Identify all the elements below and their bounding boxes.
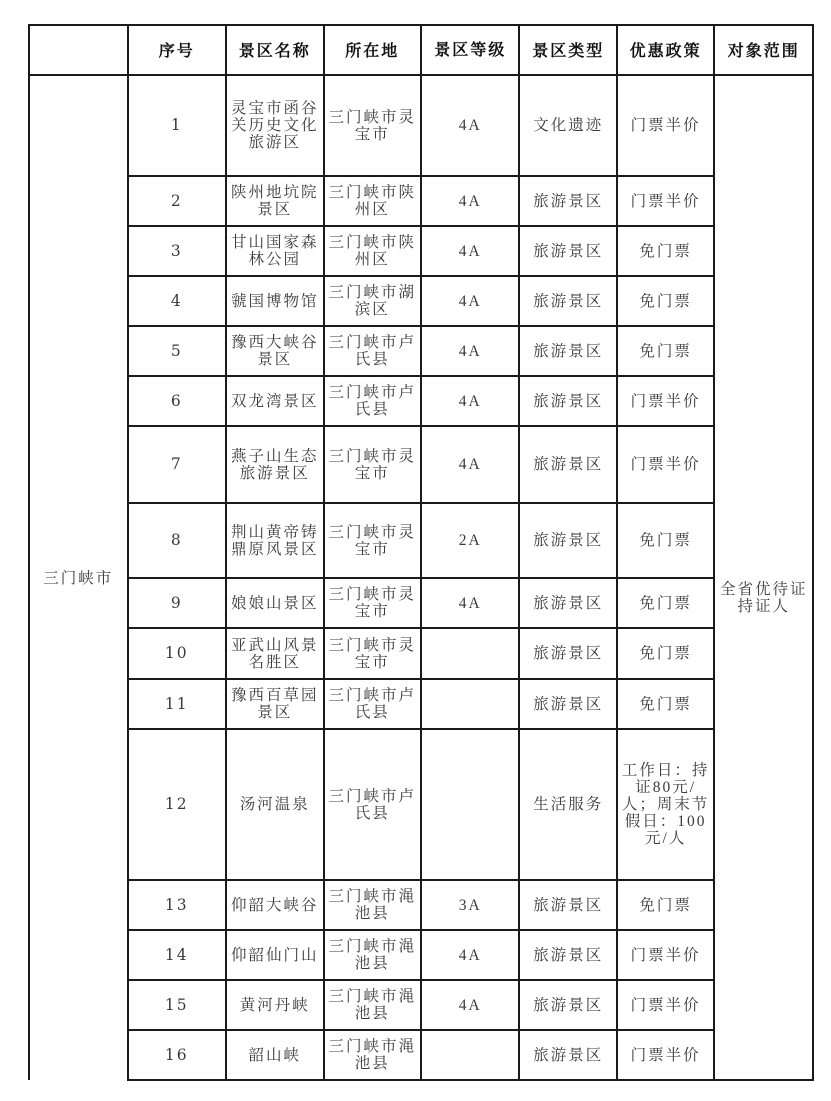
type-cell: 生活服务 (519, 729, 616, 880)
location-cell: 三门峡市渑池县 (324, 880, 421, 930)
table-row (29, 503, 813, 578)
location-cell: 三门峡市渑池县 (324, 1030, 421, 1080)
type-cell: 旅游景区 (519, 578, 616, 628)
header-type: 景区类型 (519, 25, 616, 75)
policy-cell: 门票半价 (617, 376, 714, 426)
location-cell: 三门峡市渑池县 (324, 930, 421, 980)
table-row (29, 75, 813, 176)
row-number-cell: 16 (128, 1030, 227, 1080)
grade-cell: 4A (421, 326, 520, 376)
scenic-name-cell: 黄河丹峡 (226, 980, 323, 1030)
type-cell: 旅游景区 (519, 326, 616, 376)
location-cell: 三门峡市卢氏县 (324, 679, 421, 729)
policy-cell: 工作日：持证80元/人；周末节假日：100元/人 (617, 729, 714, 880)
grade-cell: 4A (421, 980, 520, 1030)
location-cell: 三门峡市湖滨区 (324, 276, 421, 326)
table-row (29, 980, 813, 1030)
type-cell: 旅游景区 (519, 176, 616, 226)
policy-cell: 免门票 (617, 226, 714, 276)
row-number-cell: 5 (128, 326, 227, 376)
type-cell: 旅游景区 (519, 426, 616, 503)
table-row (29, 628, 813, 679)
policy-cell: 门票半价 (617, 980, 714, 1030)
grade-cell: 4A (421, 276, 520, 326)
table-row (29, 376, 813, 426)
location-cell: 三门峡市卢氏县 (324, 326, 421, 376)
grade-cell: 3A (421, 880, 520, 930)
location-cell: 三门峡市卢氏县 (324, 729, 421, 880)
scenic-spots-table (28, 24, 814, 1081)
table-row (29, 326, 813, 376)
row-number-cell: 13 (128, 880, 227, 930)
row-number-cell: 3 (128, 226, 227, 276)
grade-cell (421, 729, 520, 880)
grade-cell: 4A (421, 578, 520, 628)
table-header-row (29, 25, 813, 75)
row-number-cell: 12 (128, 729, 227, 880)
header-no: 序号 (128, 25, 227, 75)
table-row (29, 578, 813, 628)
policy-cell: 免门票 (617, 679, 714, 729)
scenic-name-cell: 甘山国家森林公园 (226, 226, 323, 276)
type-cell: 旅游景区 (519, 930, 616, 980)
scope-cell: 全省优待证持证人 (714, 75, 813, 1080)
scenic-name-cell: 亚武山风景名胜区 (226, 628, 323, 679)
scenic-name-cell: 豫西百草园景区 (226, 679, 323, 729)
type-cell: 旅游景区 (519, 376, 616, 426)
row-number-cell: 15 (128, 980, 227, 1030)
scenic-name-cell: 仰韶大峡谷 (226, 880, 323, 930)
row-number-cell: 7 (128, 426, 227, 503)
policy-cell: 门票半价 (617, 176, 714, 226)
scenic-name-cell: 虢国博物馆 (226, 276, 323, 326)
row-number-cell: 10 (128, 628, 227, 679)
row-number-cell: 8 (128, 503, 227, 578)
grade-cell: 4A (421, 930, 520, 980)
type-cell: 旅游景区 (519, 503, 616, 578)
header-location: 所在地 (324, 25, 421, 75)
row-number-cell: 6 (128, 376, 227, 426)
location-cell: 三门峡市灵宝市 (324, 578, 421, 628)
scenic-name-cell: 双龙湾景区 (226, 376, 323, 426)
grade-cell (421, 679, 520, 729)
row-number-cell: 9 (128, 578, 227, 628)
type-cell: 文化遗迹 (519, 75, 616, 176)
table-row (29, 226, 813, 276)
type-cell: 旅游景区 (519, 980, 616, 1030)
grade-cell: 4A (421, 226, 520, 276)
table-row (29, 930, 813, 980)
grade-cell (421, 1030, 520, 1080)
scenic-name-cell: 豫西大峡谷景区 (226, 326, 323, 376)
header-scope: 对象范围 (714, 25, 813, 75)
grade-cell: 4A (421, 176, 520, 226)
type-cell: 旅游景区 (519, 1030, 616, 1080)
type-cell: 旅游景区 (519, 628, 616, 679)
policy-cell: 免门票 (617, 326, 714, 376)
grade-cell: 4A (421, 426, 520, 503)
row-number-cell: 11 (128, 679, 227, 729)
location-cell: 三门峡市灵宝市 (324, 503, 421, 578)
policy-cell: 门票半价 (617, 75, 714, 176)
location-cell: 三门峡市灵宝市 (324, 628, 421, 679)
location-cell: 三门峡市渑池县 (324, 980, 421, 1030)
scenic-name-cell: 仰韶仙门山 (226, 930, 323, 980)
policy-cell: 免门票 (617, 503, 714, 578)
header-name: 景区名称 (226, 25, 323, 75)
scenic-name-cell: 汤河温泉 (226, 729, 323, 880)
scenic-name-cell: 韶山峡 (226, 1030, 323, 1080)
grade-cell (421, 628, 520, 679)
row-number-cell: 1 (128, 75, 227, 176)
table-row (29, 176, 813, 226)
location-cell: 三门峡市灵宝市 (324, 426, 421, 503)
policy-cell: 门票半价 (617, 930, 714, 980)
policy-cell: 免门票 (617, 628, 714, 679)
scenic-name-cell: 荆山黄帝铸鼎原风景区 (226, 503, 323, 578)
type-cell: 旅游景区 (519, 880, 616, 930)
table-row (29, 1030, 813, 1080)
header-grade: 景区等级 (421, 25, 520, 75)
city-cell: 三门峡市 (29, 75, 128, 1080)
policy-cell: 免门票 (617, 880, 714, 930)
grade-cell: 4A (421, 75, 520, 176)
location-cell: 三门峡市卢氏县 (324, 376, 421, 426)
table-body (29, 75, 813, 1080)
row-number-cell: 2 (128, 176, 227, 226)
scenic-name-cell: 灵宝市函谷关历史文化旅游区 (226, 75, 323, 176)
policy-cell: 免门票 (617, 276, 714, 326)
location-cell: 三门峡市灵宝市 (324, 75, 421, 176)
scenic-name-cell: 陕州地坑院景区 (226, 176, 323, 226)
type-cell: 旅游景区 (519, 679, 616, 729)
header-policy: 优惠政策 (617, 25, 714, 75)
table-row (29, 729, 813, 880)
table-row (29, 426, 813, 503)
location-cell: 三门峡市陕州区 (324, 176, 421, 226)
scenic-name-cell: 娘娘山景区 (226, 578, 323, 628)
table-row (29, 276, 813, 326)
table-row (29, 880, 813, 930)
policy-cell: 门票半价 (617, 426, 714, 503)
location-cell: 三门峡市陕州区 (324, 226, 421, 276)
type-cell: 旅游景区 (519, 226, 616, 276)
policy-cell: 免门票 (617, 578, 714, 628)
table-row (29, 679, 813, 729)
row-number-cell: 4 (128, 276, 227, 326)
grade-cell: 4A (421, 376, 520, 426)
policy-cell: 门票半价 (617, 1030, 714, 1080)
type-cell: 旅游景区 (519, 276, 616, 326)
scenic-name-cell: 燕子山生态旅游景区 (226, 426, 323, 503)
header-city (29, 25, 128, 75)
grade-cell: 2A (421, 503, 520, 578)
row-number-cell: 14 (128, 930, 227, 980)
